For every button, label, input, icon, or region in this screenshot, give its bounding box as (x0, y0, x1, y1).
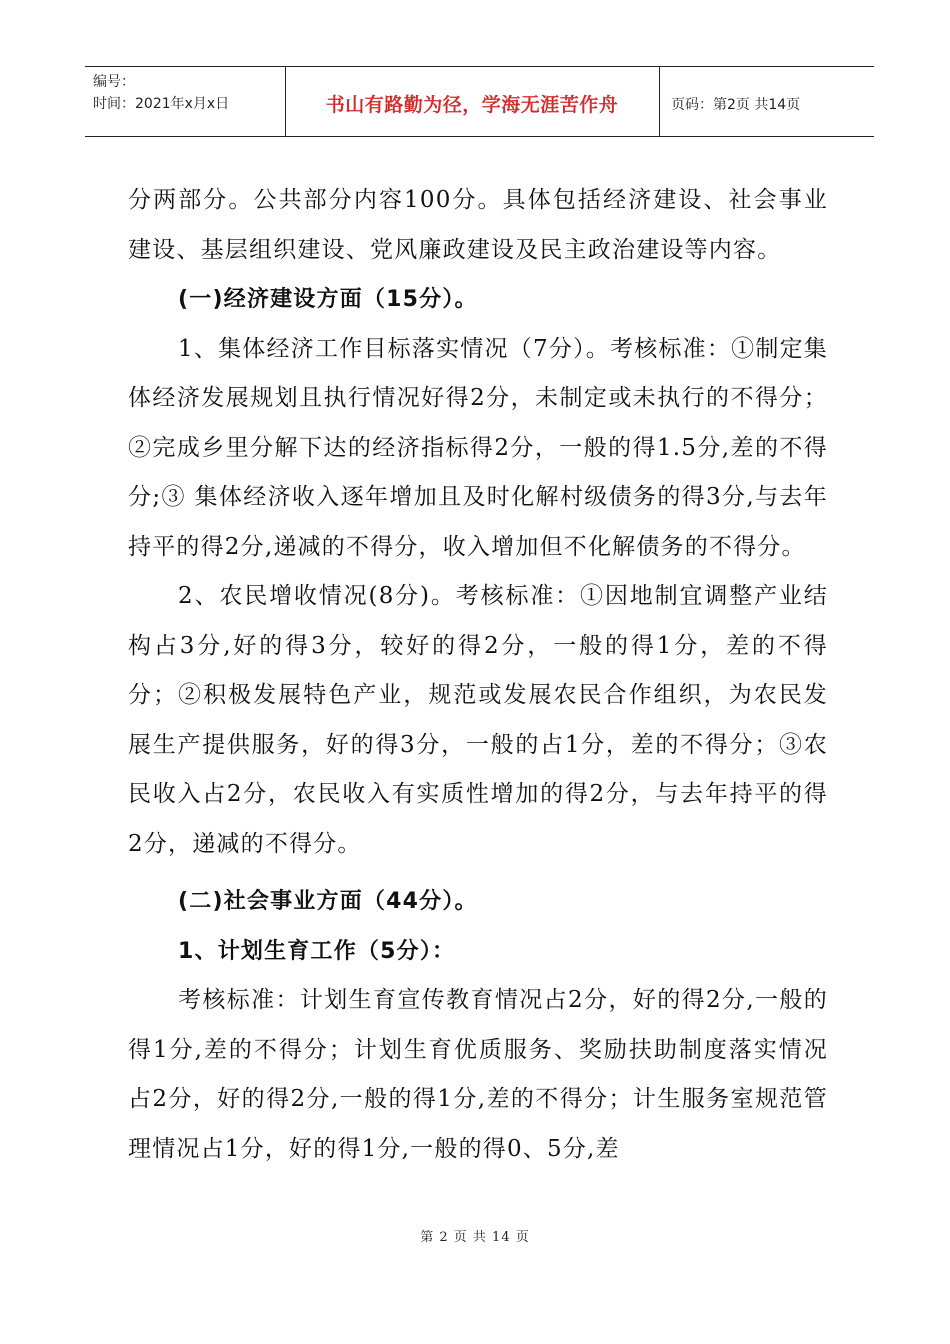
paragraph-family-planning: 考核标准：计划生育宣传教育情况占2分，好的得2分,一般的得1分,差的不得分；计划生育优质服务、奖励扶助制度落实情况占2分，好的得2分,一般的得1分,差的不得分；计生服务室规范管理情况占1分，好的得1分,一般的得0、5分,差 (128, 987, 828, 1162)
document-body (128, 176, 828, 1174)
section-heading-social: (二)社会事业方面（44分）。 (178, 889, 478, 914)
header-meta (93, 71, 283, 115)
section-heading-economy: (一)经济建设方面（15分）。 (178, 287, 478, 312)
header-page-info: 页码：第2页 共14页 (671, 96, 801, 113)
page-footer: 第 2 页 共 14 页 (420, 1230, 530, 1245)
document-header (85, 66, 874, 137)
paragraph-farmer-income: 2、农民增收情况(8分)。考核标准：①因地制宜调整产业结构占3分,好的得3分，较好的得2分，一般的得1分，差的不得分；②积极发展特色产业，规范或发展农民合作组织，为农民发展生产提供服务，好的得3分，一般的占1分，差的不得分；③农民收入占2分，农民收入有实质性增加的得2分，与去年持平的得2分，递减的不得分。 (128, 583, 828, 857)
paragraph-intro: 分两部分。公共部分内容100分。具体包括经济建设、社会事业建设、基层组织建设、党风廉政建设及民主政治建设等内容。 (128, 187, 828, 263)
subsection-heading-family-planning: 1、计划生育工作（5分）： (178, 938, 456, 964)
header-motto: 书山有路勤为径，学海无涯苦作舟 (325, 94, 619, 116)
header-divider-right (659, 67, 660, 136)
paragraph-collective-economy: 1、集体经济工作目标落实情况（7分）。考核标准：①制定集体经济发展规划且执行情况好得2分，未制定或未执行的不得分；②完成乡里分解下达的经济指标得2分，一般的得1.5分,差的不得分;③ 集体经济收入逐年增加且及时化解村级债务的得3分,与去年持平的得2分,递减的不得分，收入增加但不化解债务的不得分。 (128, 335, 828, 560)
time-label: 时间：2021年x月x日 (93, 96, 230, 112)
number-label: 编号： (93, 74, 135, 90)
